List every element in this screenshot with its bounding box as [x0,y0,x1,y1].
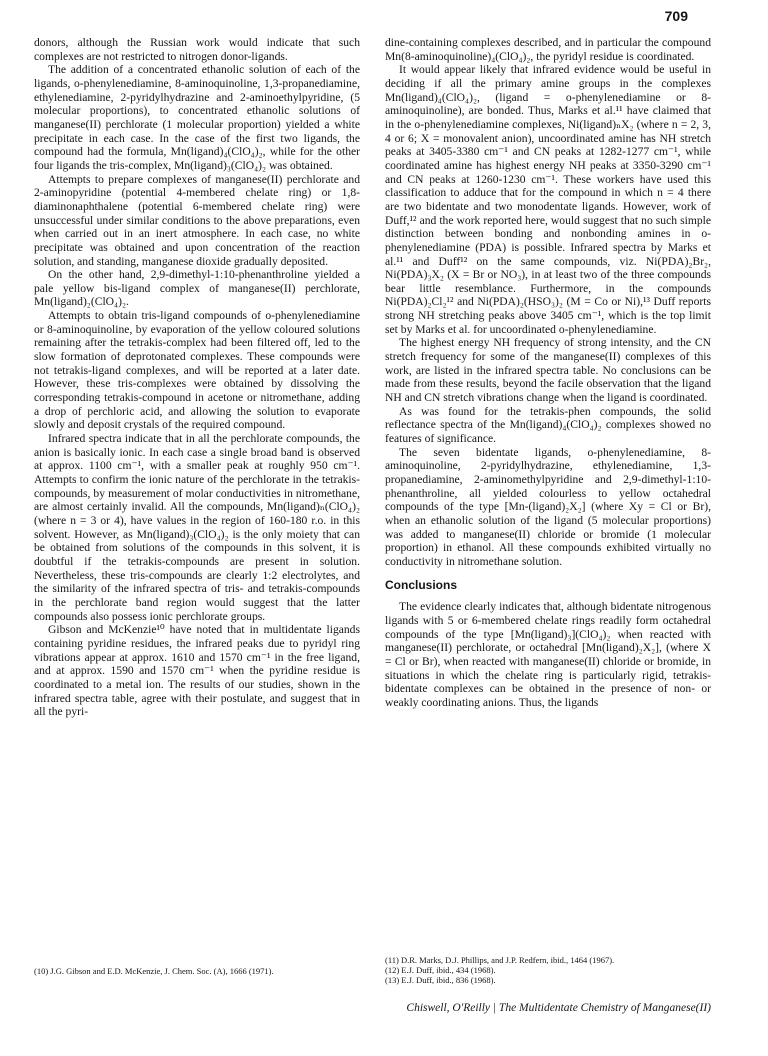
paragraph: donors, although the Russian work would indicate that such complexes are not restricted to nitrogen donor-ligands. [34,36,360,63]
paragraph: The seven bidentate ligands, o-phenylenediamine, 8-aminoquinoline, 2-pyridylhydrazine, ethylenediamine, 1,3-propanediamine, 2-aminomethylpyridine and 2,9-dimethyl-1:10-phenanthroline, all yielded colourless to yellow octahedral compounds of the type [Mn-(ligand)₂X₂] (where Xy = Cl or Br), when an ethanolic solution of the ligand (5 molecular proportions) was added to manganese(II) chloride or bromide (1 molecular proportion) in ethanol. All these compounds exhibited virtually no conductivity in nitromethane solution. [385,445,711,568]
footnote: (10) J.G. Gibson and E.D. McKenzie, J. Chem. Soc. (A), 1666 (1971). [34,966,274,976]
paragraph: The evidence clearly indicates that, although bidentate nitrogenous ligands with 5 or 6-membered chelate rings readily form octahedral compounds of the type [Mn(ligand)₃](ClO₄)₂ when reacted with manganese(II) perchlorate, or octahedral [Mn(ligand)₂X₂], (where X = Cl or Br), when reacted with manganese(II) chloride or bromide, in situations in which the chelate ring is particularly rigid, tetrakis-bidentate complexes can be obtained in the presence of non- or weakly coordinating anions. Thus, the ligands [385,600,711,709]
footnotes-right [385,955,711,985]
paragraph: The highest energy NH frequency of strong intensity, and the CN stretch frequency for some of the manganese(II) complexes of this work, are listed in the infrared spectra table. No conclusions can be made from these results, beyond the facile observation that the ligand NH and CN stretch vibrations change when the ligand is coordinated. [385,336,711,405]
footnote: (12) E.J. Duff, ibid., 434 (1968). [385,965,496,975]
paragraph: Attempts to obtain tris-ligand compounds of o-phenylenediamine or 8-aminoquinoline, by evaporation of the yellow coloured solutions remaining after the tetrakis-complex had been filtered off, led to the slow formation of deprotonated complexes. These compounds were not tetrakis-ligand complexes, and will be reported at a later date. However, these tris-complexes were obtained by dissolving the corresponding tetrakis-compound in acetone or nitromethane, adding a drop of perchloric acid, and allowing the solution to evaporate slowly and deposit crystals of the required compound. [34,309,360,432]
paragraph: The addition of a concentrated ethanolic solution of each of the ligands, o-phenylenediamine, 8-aminoquinoline, 1,3-propanediamine, ethylenediamine, 2-pyridylhydrazine and 2-aminoethylpyridine, (5 molecular proportions), to concentrated ethanolic solutions of manganese(II) perchlorate (1 molecular proportion) yielded a white precipitate in each case. In the case of the first two ligands, the compound had the formula, Mn(ligand)₄(ClO₄)₂, while for the other four ligands the tris-complex, Mn(ligand)₃(ClO₄)₂ was obtained. [34,63,360,172]
paragraph: Attempts to prepare complexes of manganese(II) perchlorate and 2-aminopyridine (potential 4-membered chelate ring) or 1,8-diaminonaphthalene (potential 6-membered chelate ring) were unsuccessful under similar conditions to the above preparations, even when carried out in an inert atmosphere. In each case, no white precipitate was obtained and upon concentration of the reaction solution, and standing, manganese dioxide gradually deposited. [34,172,360,268]
footnote: (11) D.R. Marks, D.J. Phillips, and J.P. Redfern, ibid., 1464 (1967). [385,955,615,965]
page-number: 709 [664,8,688,24]
section-heading: Conclusions [385,577,458,592]
paragraph: As was found for the tetrakis-phen compounds, the solid reflectance spectra of the Mn(ligand)₄(ClO₄)₂ complexes showed no features of significance. [385,404,711,446]
paragraph: On the other hand, 2,9-dimethyl-1:10-phenanthroline yielded a pale yellow bis-ligand complex of manganese(II) perchlorate, Mn(ligand)₂(ClO₄)₂. [34,268,360,309]
paragraph: Gibson and McKenzie¹⁰ have noted that in multidentate ligands containing pyridine residues, the infrared peaks due to pyridyl ring vibrations appear at approx. 1610 and 1570 cm⁻¹ in the free ligand, and at approx. 1590 and 1570 cm⁻¹ when the pyridine residue is coordinated to a metal ion. The results of our studies, shown in the infrared spectra table, agree with their postulate, and suggest that in all the pyri- [34,623,360,719]
left-column [34,36,360,719]
paragraph: It would appear likely that infrared evidence would be useful in deciding if all the primary amine groups in the complexes Mn(ligand)₄(ClO₄)₂, (ligand = o-phenylenediamine or 8-aminoquinoline), are bonded. Thus, Marks et al.¹¹ have claimed that in the o-phenylenediamine complexes, Ni(ligand)ₙX₂ (where n = 2, 3, 4 or 6; X = monovalent anion), uncoordinated amine has NH stretch peaks at 3405-3380 cm⁻¹ and CN peaks at 1282-1277 cm⁻¹, while coordinated amine has highest energy NH peaks at 3350-3290 cm⁻¹ and CN peaks at 1260-1230 cm⁻¹. These workers have used this classification to adduce that for the compound in which n = 4 there are two bidentate and two monodentate ligands. However, work of Duff,¹² and the work reported here, would suggest that no such simple distinction between bonding and nonbonding amines in o-phenylenediamine (PDA) is possible. Infrared spectra by Marks et al.¹¹ and Duff¹² on the same compounds, viz. Ni(PDA)₂Br₂, Ni(PDA)₃X₂ (X = Br or NO₃), in at least two of the three compounds bear little resemblance. Furthermore, in the compounds Ni(PDA)₂Cl₂¹² and Ni(PDA)₂(HSO₃)₂ (M = Co or Ni),¹³ Duff reports strong NH stretching peaks above 3405 cm⁻¹, which is the top limit set by Marks et al. for uncoordinated o-phenylenediamine. [385,63,711,336]
right-column [385,36,711,710]
running-footer: Chiswell, O'Reilly | The Multidentate Chemistry of Manganese(II) [406,1002,711,1014]
paragraph: Infrared spectra indicate that in all the perchlorate compounds, the anion is basically ionic. In each case a single broad band is observed at approx. 1100 cm⁻¹, with a smaller peak at roughly 950 cm⁻¹. Attempts to confirm the ionic nature of the perchlorate in the tetrakis-compounds, by measurement of molar conductivities in nitromethane, are almost certainly invalid. All the compounds, Mn(ligand)ₙ(ClO₄)₂ (where n = 3 or 4), have values in the region of 160-180 r.o. in this solvent. However, as Mn(ligand)₃(ClO₄)₂ is the only moiety that can be obtained from solutions of the compounds in this solvent, it is doubtful if the tetrakis-compounds are present in solution. Nevertheless, these tris-compounds are clearly 1:2 electrolytes, and the similarity of the infrared spectra of tris- and tetrakis-compounds in the perchlorate band region would suggest that the latter compounds also possess ionic perchlorate groups. [34,432,360,623]
paragraph: dine-containing complexes described, and in particular the compound Mn(8-aminoquinoline)₄(ClO₄)₂, the pyridyl residue is coordinated. [385,36,711,63]
footnotes-left [34,966,360,976]
footnote: (13) E.J. Duff, ibid., 836 (1968). [385,975,496,985]
